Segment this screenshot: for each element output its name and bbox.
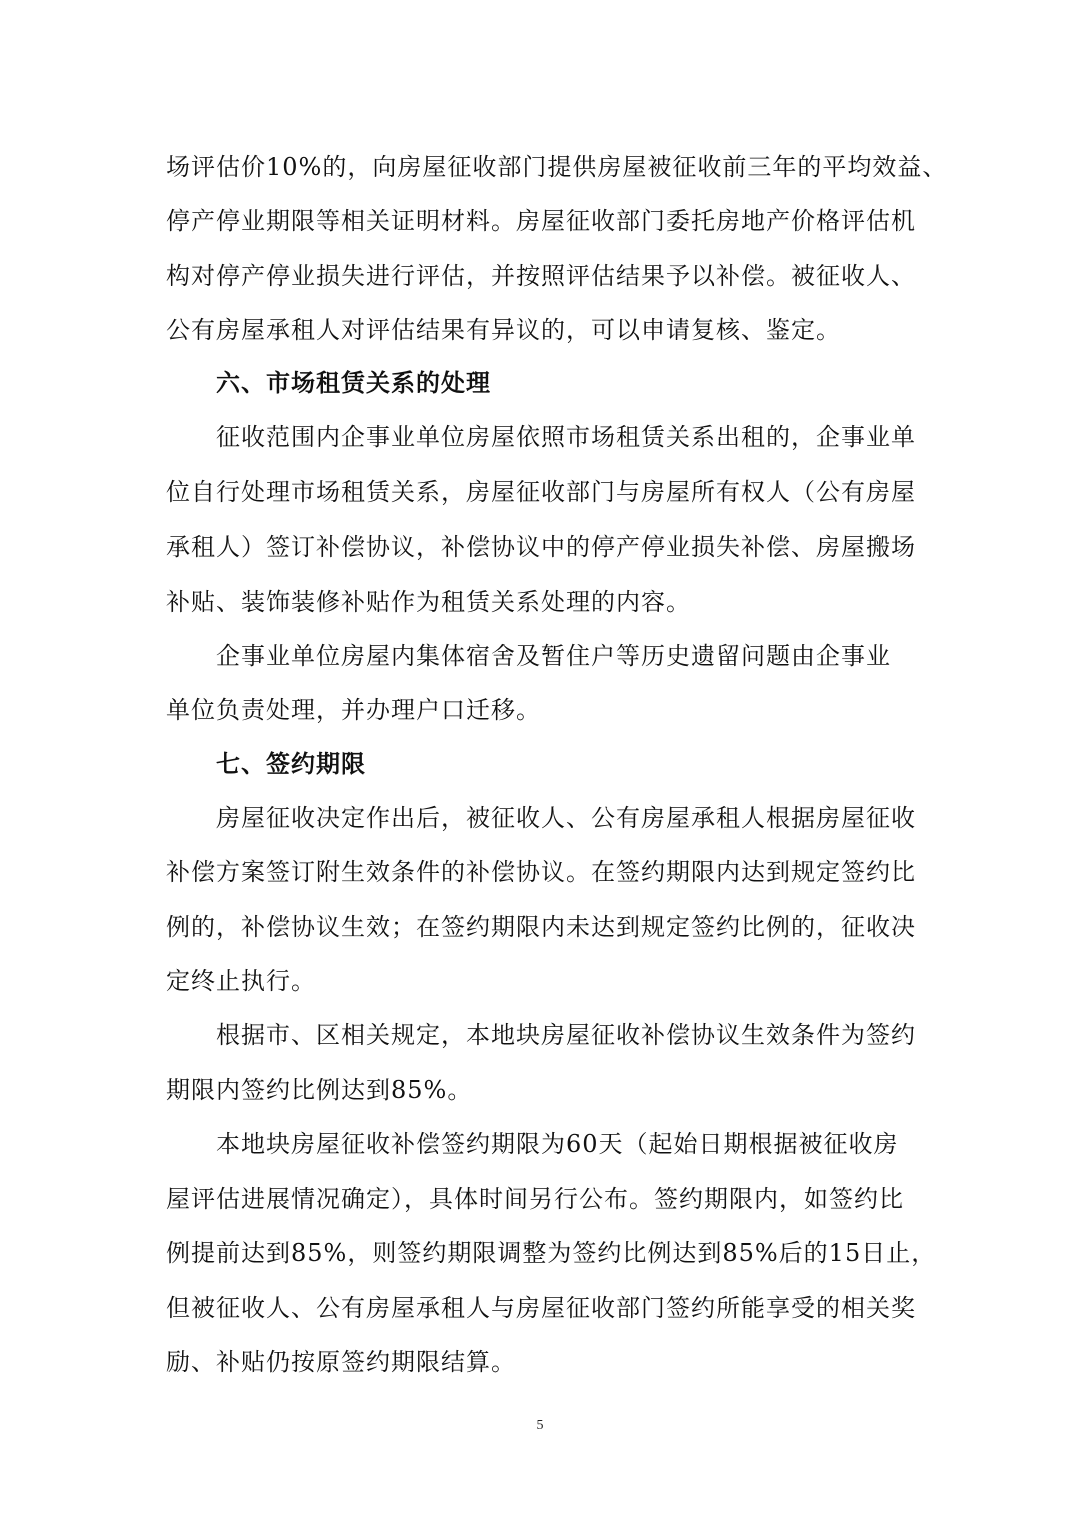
- paragraph-line: 征收范围内企事业单位房屋依照市场租赁关系出租的，企事业单: [216, 423, 916, 451]
- paragraph-line: 期限内签约比例达到85%。: [166, 1076, 473, 1104]
- paragraph-line: 本地块房屋征收补偿签约期限为60天（起始日期根据被征收房: [216, 1130, 899, 1158]
- paragraph-line: 补贴、装饰装修补贴作为租赁关系处理的内容。: [166, 588, 691, 616]
- paragraph-line: 承租人）签订补偿协议，补偿协议中的停产停业损失补偿、房屋搬场: [166, 533, 916, 561]
- paragraph-line: 定终止执行。: [166, 967, 316, 995]
- paragraph-line: 单位负责处理，并办理户口迁移。: [166, 696, 541, 724]
- paragraph-line: 企事业单位房屋内集体宿舍及暂住户等历史遗留问题由企事业: [216, 642, 891, 670]
- paragraph-line: 根据市、区相关规定，本地块房屋征收补偿协议生效条件为签约: [216, 1021, 916, 1049]
- paragraph-line: 停产停业期限等相关证明材料。房屋征收部门委托房地产价格评估机: [166, 207, 916, 235]
- paragraph-line: 励、补贴仍按原签约期限结算。: [166, 1348, 516, 1376]
- paragraph-line: 屋评估进展情况确定），具体时间另行公布。签约期限内，如签约比: [166, 1185, 904, 1213]
- paragraph-line: 例提前达到85%，则签约期限调整为签约比例达到85%后的15日止，: [166, 1239, 937, 1267]
- paragraph-line: 房屋征收决定作出后，被征收人、公有房屋承租人根据房屋征收: [216, 804, 916, 832]
- paragraph-line: 公有房屋承租人对评估结果有异议的，可以申请复核、鉴定。: [166, 316, 841, 344]
- page-number: 5: [536, 1418, 544, 1433]
- paragraph-line: 例的，补偿协议生效；在签约期限内未达到规定签约比例的，征收决: [166, 913, 916, 941]
- section-heading: 七、签约期限: [216, 750, 366, 778]
- paragraph-line: 但被征收人、公有房屋承租人与房屋征收部门签约所能享受的相关奖: [166, 1294, 916, 1322]
- paragraph-line: 位自行处理市场租赁关系，房屋征收部门与房屋所有权人（公有房屋: [166, 478, 916, 506]
- paragraph-line: 补偿方案签订附生效条件的补偿协议。在签约期限内达到规定签约比: [166, 858, 916, 886]
- section-heading: 六、市场租赁关系的处理: [216, 369, 491, 397]
- paragraph-line: 场评估价10%的，向房屋征收部门提供房屋被征收前三年的平均效益、: [166, 153, 948, 181]
- paragraph-line: 构对停产停业损失进行评估，并按照评估结果予以补偿。被征收人、: [166, 262, 916, 290]
